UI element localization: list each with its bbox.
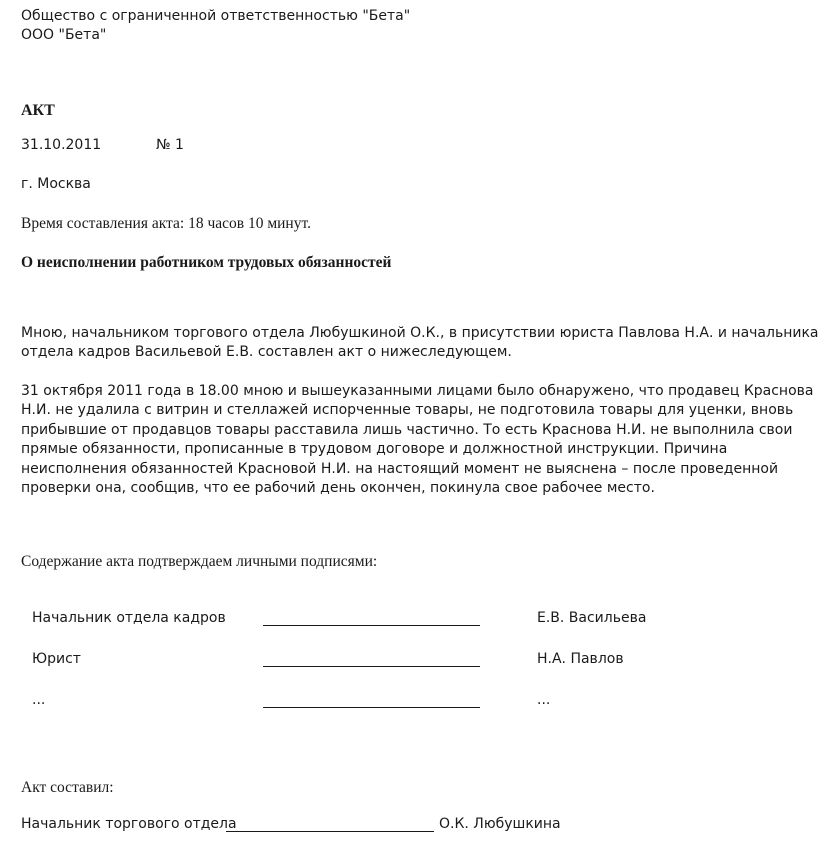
signature-role: Начальник отдела кадров: [32, 610, 226, 626]
signature-name: ...: [537, 692, 551, 708]
doc-date: 31.10.2011: [21, 137, 102, 153]
composer-role: Начальник торгового отдела: [21, 816, 237, 832]
signature-name: Е.В. Васильева: [537, 610, 647, 626]
org-short-name: ООО "Бета": [21, 27, 107, 43]
paragraph-line: неисполнения обязанностей Красновой Н.И. на настоящий момент не выяснена – после проведенной: [21, 460, 779, 477]
composer-signature-line: [226, 831, 434, 832]
signature-name: Н.А. Павлов: [537, 651, 624, 667]
paragraph-line: Мною, начальником торгового отдела Любушкиной О.К., в присутствии юриста Павлова Н.А. и начальника: [21, 325, 818, 341]
doc-time: Время составления акта: 18 часов 10 минут.: [21, 215, 311, 232]
signature-line: [263, 625, 480, 626]
doc-number: № 1: [156, 137, 184, 153]
paragraph-line: отдела кадров Васильевой Е.В. составлен акт о нижеследующем.: [21, 344, 512, 361]
paragraph-line: прямые обязанности, прописанные в трудовом договоре и должностной инструкции. Причина: [21, 441, 728, 458]
org-full-name: Общество с ограниченной ответственностью "Бета": [21, 8, 411, 24]
signature-role: Юрист: [32, 651, 81, 667]
composer-name: О.К. Любушкина: [439, 816, 561, 832]
paragraph-findings: [21, 382, 814, 498]
paragraph-line: прибывшие от продавцов товары расставила лишь частично. То есть Краснова Н.И. не выполнила свои: [21, 421, 793, 438]
doc-subject: О неисполнении работником трудовых обязанностей: [21, 254, 392, 271]
signatures-intro: Содержание акта подтверждаем личными подписями:: [21, 553, 378, 570]
doc-title: АКТ: [21, 102, 55, 119]
signature-role: ...: [32, 692, 46, 708]
paragraph-intro: [21, 324, 818, 363]
paragraph-line: Н.И. не удалила с витрин и стеллажей испорченные товары, не подготовила товары для уценки, вновь: [21, 402, 794, 419]
paragraph-line: 31 октября 2011 года в 18.00 мною и вышеуказанными лицами было обнаружено, что продавец Краснова: [21, 383, 814, 399]
signature-line: [263, 707, 480, 708]
signature-line: [263, 666, 480, 667]
composed-by-label: Акт составил:: [21, 779, 114, 796]
doc-city: г. Москва: [21, 176, 91, 192]
paragraph-line: проверки она, сообщив, что ее рабочий день окончен, покинула свое рабочее место.: [21, 480, 655, 497]
